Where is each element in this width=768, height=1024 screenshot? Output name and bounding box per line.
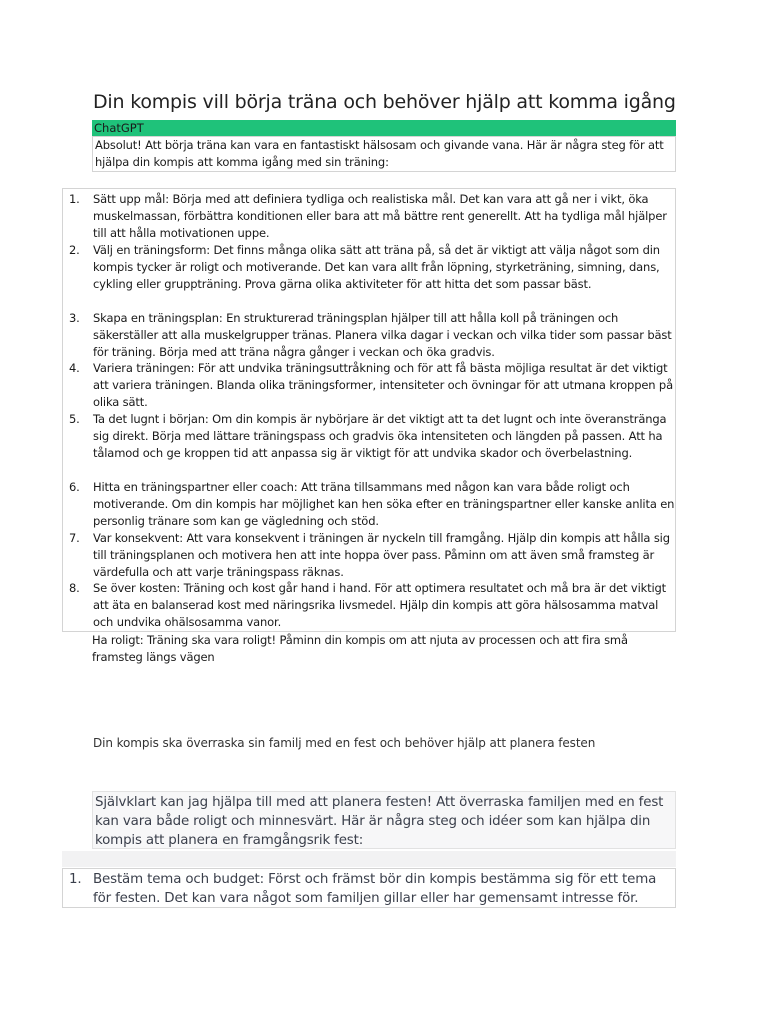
- closing-paragraph: Ha roligt: Träning ska vara roligt! Påminn din kompis om att njuta av processen och att fira små framsteg längs vägen: [92, 633, 628, 664]
- list-item-number: 8.: [69, 581, 80, 595]
- list-item-number: 1.: [69, 192, 80, 206]
- list-item-text: Skapa en träningsplan: En strukturerad träningsplan hjälper till att hålla koll på träningen och säkerställer att alla muskelgrupper tränas. Planera vilka dagar i veckan och vilka tider som passar bäst för träning. Börja med att träna några gånger i veckan och öka gradvis.: [93, 311, 672, 359]
- list-item-number: 4.: [69, 361, 80, 375]
- chatgpt-label-bar: [92, 120, 676, 136]
- page-title: Din kompis vill börja träna och behöver hjälp att komma igång: [93, 91, 676, 113]
- second-steps-list: [62, 868, 676, 908]
- list-item-number: 5.: [69, 412, 80, 426]
- list-item-text: Ta det lugnt i början: Om din kompis är nybörjare är det viktigt att ta det lugnt och inte överanstränga sig direkt. Börja med lättare träningspass och gradvis öka intensiteten och längden på passen. Att ha tålamod och ge kroppen tid att anpassa sig är viktigt för att undvika skador och överbelastning.: [93, 412, 667, 460]
- list-item-number: 1.: [69, 872, 82, 887]
- list-item-text: Hitta en träningspartner eller coach: Att träna tillsammans med någon kan vara både roligt och motiverande. Om din kompis har möjlighet kan hen söka efter en träningspartner eller kanske anlita en personlig tränare som kan ge vägledning och stöd.: [93, 480, 675, 528]
- second-response: Självklart kan jag hjälpa till med att planera festen! Att överraska familjen med en fest kan vara både roligt och minnesvärt. Här är några steg och idéer som kan hjälpa din kompis att planera en framgångsrik fest:: [92, 791, 676, 849]
- list-item-number: 7.: [69, 531, 80, 545]
- list-item-number: 6.: [69, 480, 80, 494]
- list-item-number: 3.: [69, 311, 80, 325]
- list-item-text: Sätt upp mål: Börja med att definiera tydliga och realistiska mål. Det kan vara att gå ner i vikt, öka muskelmassan, förbättra konditionen eller bara att må bättre rent generellt. Att ha tydliga mål hjälper till att hålla motivationen uppe.: [93, 192, 667, 240]
- list-item-text: Bestäm tema och budget: Först och främst bör din kompis bestämma sig för ett tema för festen. Det kan vara något som familjen gillar eller har gemensamt intresse för.: [93, 872, 657, 906]
- intro-paragraph: Absolut! Att börja träna kan vara en fantastiskt hälsosam och givande vana. Här är några steg för att hjälpa din kompis att komma igång med sin träning:: [92, 136, 676, 172]
- second-prompt: Din kompis ska överraska sin familj med en fest och behöver hjälp att planera festen: [93, 736, 596, 750]
- chatgpt-label: ChatGPT: [94, 121, 144, 135]
- list-item-text: Var konsekvent: Att vara konsekvent i träningen är nyckeln till framgång. Hjälp din kompis att hålla sig till träningsplanen och motivera hen att inte hoppa över pass. Påminn om att även små framsteg är värdefulla och att varje träningspass räknas.: [93, 531, 670, 579]
- list-item-text: Se över kosten: Träning och kost går hand i hand. För att optimera resultatet och må bra är det viktigt att äta en balanserad kost med näringsrika livsmedel. Hjälp din kompis att göra hälsosamma matval och undvika ohälsosamma vanor.: [93, 581, 667, 629]
- list-item-text: Variera träningen: För att undvika träningsuttråkning och för att få bästa möjliga resultat är det viktigt att variera träningen. Blanda olika träningsformer, intensiteter och övningar för att utmana kroppen på olika sätt.: [93, 361, 673, 409]
- steps-list: [62, 188, 676, 632]
- list-item-number: 2.: [69, 243, 80, 257]
- divider-bar: [62, 851, 676, 867]
- list-item-text: Välj en träningsform: Det finns många olika sätt att träna på, så det är viktigt att välja något som din kompis tycker är roligt och motiverande. Det kan vara allt från löpning, styrketräning, simning, dans, cykling eller gruppträning. Prova gärna olika aktiviteter för att hitta det som passar bäst.: [93, 243, 660, 291]
